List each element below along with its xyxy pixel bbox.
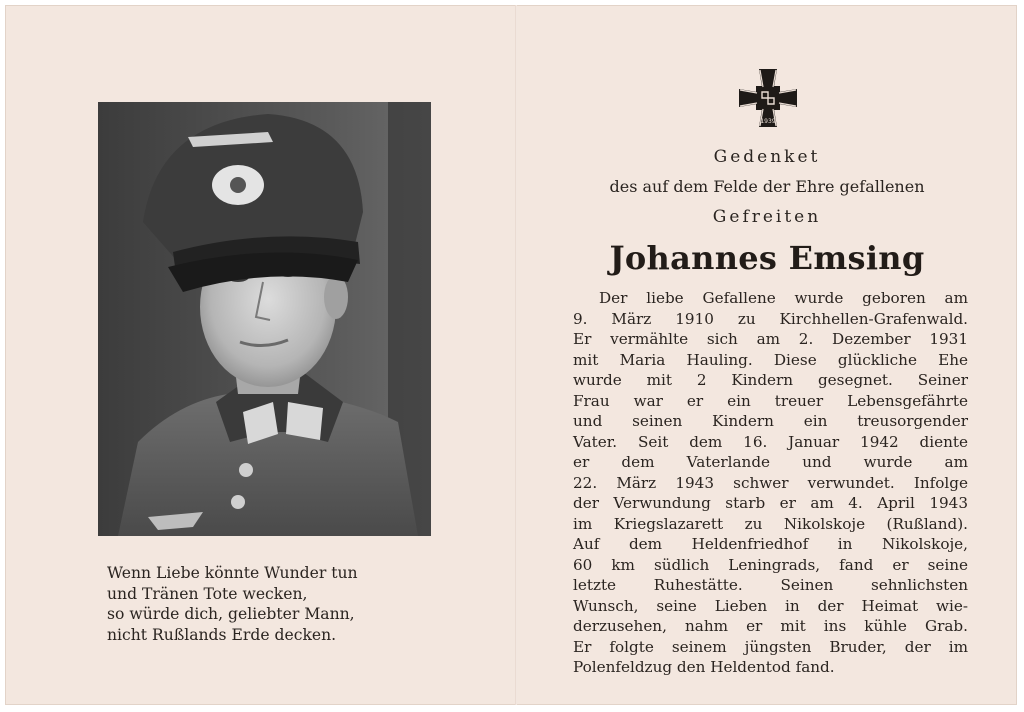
bio-line: der Verwundung starb er am 4. April 1943 xyxy=(573,494,968,512)
right-panel xyxy=(517,5,1017,705)
biography-text xyxy=(573,288,968,678)
memorial-verse xyxy=(107,563,447,645)
bio-line: und seinen Kindern ein treusorgender xyxy=(573,412,968,430)
bio-line: Er vermählte sich am 2. Dezember 1931 xyxy=(573,330,968,348)
bio-line: Frau war er ein treuer Lebensgefährte xyxy=(573,391,968,410)
bio-line: wurde mit 2 Kindern gesegnet. Seiner xyxy=(573,371,968,389)
portrait-image xyxy=(98,102,431,536)
verse-line: Wenn Liebe könnte Wunder tun xyxy=(107,564,358,582)
left-panel xyxy=(5,5,515,705)
bio-line: 9. März 1910 zu Kirchhellen-Grafenwald. xyxy=(573,309,968,328)
heading-rank: Gefreiten xyxy=(712,207,822,227)
heading-gedenket: Gedenket xyxy=(713,147,821,167)
heading-subtitle: des auf dem Felde der Ehre gefallenen xyxy=(609,177,925,196)
bio-line: Wunsch, seine Lieben in der Heimat wie- xyxy=(573,596,968,615)
verse-line: nicht Rußlands Erde decken. xyxy=(107,625,337,644)
iron-cross-icon xyxy=(737,67,799,129)
memorial-card xyxy=(5,5,1017,705)
bio-line: Vater. Seit dem 16. Januar 1942 diente xyxy=(573,432,968,451)
bio-line: Auf dem Heldenfriedhof in Nikolskoje, xyxy=(573,535,968,553)
bio-line: 22. März 1943 schwer verwundet. Infolge xyxy=(573,473,968,492)
bio-line: Er folgte seinem jüngsten Bruder, der im xyxy=(573,637,968,656)
deceased-name: Johannes Emsing xyxy=(609,239,925,277)
bio-line: letzte Ruhestätte. Seinen sehnlichsten xyxy=(573,576,968,594)
bio-line: im Kriegslazarett zu Nikolskoje (Rußland). xyxy=(573,514,968,533)
bio-line: Der liebe Gefallene wurde geboren am xyxy=(599,289,968,307)
bio-line: derzusehen, nahm er mit ins kühle Grab. xyxy=(573,617,968,635)
bio-line: 60 km südlich Leningrads, fand er seine xyxy=(573,555,968,574)
bio-line: mit Maria Hauling. Diese glückliche Ehe xyxy=(573,350,968,369)
cross-year: 1939 xyxy=(760,118,776,125)
bio-line: er dem Vaterlande und wurde am xyxy=(573,453,968,471)
soldier-portrait-photo xyxy=(98,102,431,536)
verse-line: so würde dich, geliebter Mann, xyxy=(107,605,355,623)
verse-line: und Tränen Tote wecken, xyxy=(107,584,308,603)
bio-line: Polenfeldzug den Heldentod fand. xyxy=(573,658,835,676)
